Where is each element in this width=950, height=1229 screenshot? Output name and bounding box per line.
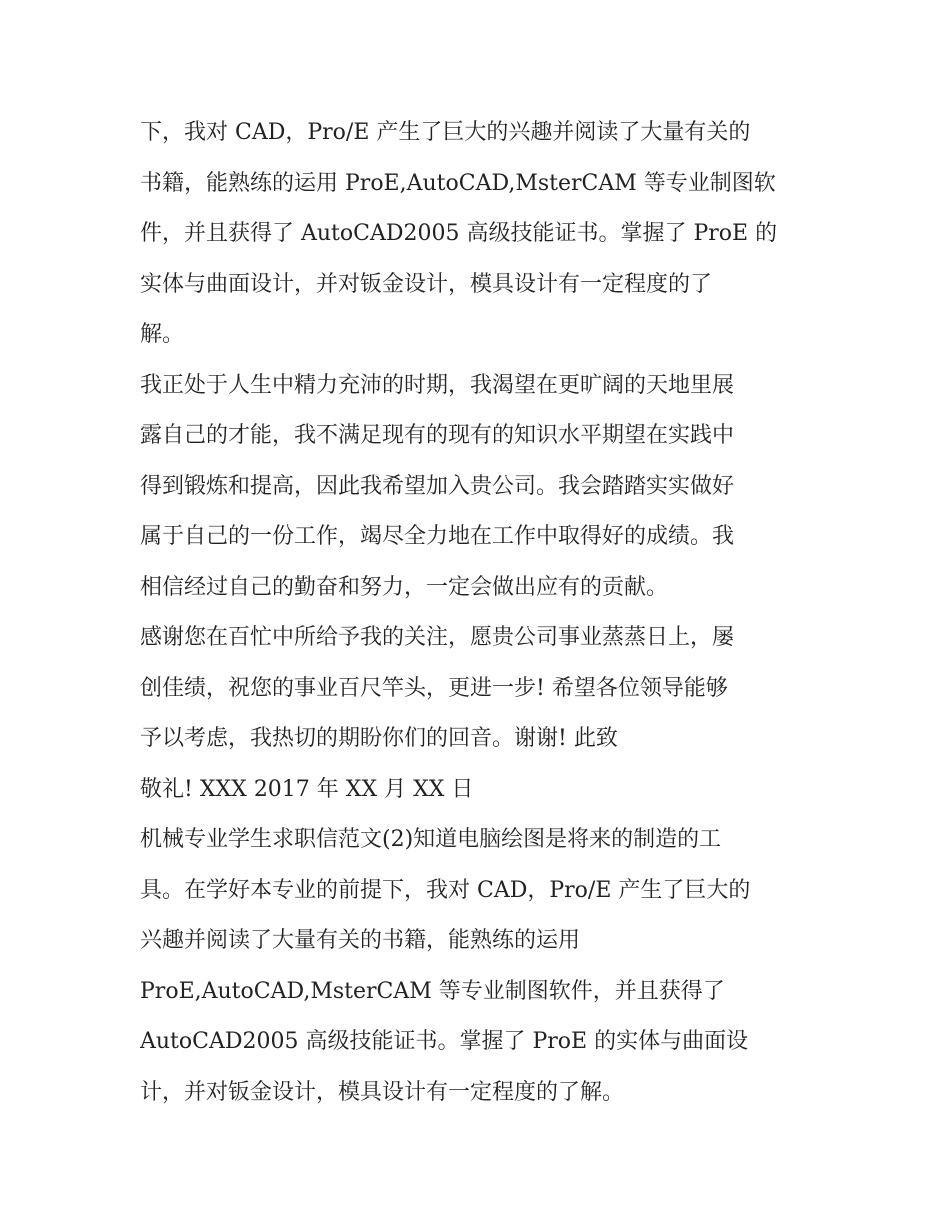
text-line: 解。 — [140, 322, 185, 347]
document-body — [140, 108, 820, 1118]
text-line: 下，我对 CAD，Pro/E 产生了巨大的兴趣并阅读了大量有关的 — [140, 120, 751, 145]
text-line: 予以考虑，我热切的期盼你们的回音。谢谢! 此致 — [140, 726, 618, 751]
text-line: 我正处于人生中精力充沛的时期，我渴望在更旷阔的天地里展 — [140, 372, 735, 398]
text-line: 兴趣并阅读了大量有关的书籍，能熟练的运用 — [140, 928, 581, 953]
text-line: AutoCAD2005 高级技能证书。掌握了 ProE 的实体与曲面设 — [140, 1029, 749, 1054]
text-line: 敬礼! XXX 2017 年 XX 月 XX 日 — [140, 776, 474, 802]
text-line: 感谢您在百忙中所给予我的关注，愿贵公司事业蒸蒸日上，屡 — [140, 625, 735, 650]
text-line: 相信经过自己的勤奋和努力，一定会做出应有的贡献。 — [140, 574, 669, 600]
text-line: 得到锻炼和提高，因此我希望加入贵公司。我会踏踏实实做好 — [140, 473, 735, 499]
text-line: 创佳绩，祝您的事业百尺竿头，更进一步! 希望各位领导能够 — [140, 675, 728, 701]
text-line: 件，并且获得了 AutoCAD2005 高级技能证书。掌握了 ProE 的 — [140, 221, 778, 246]
text-line: 机械专业学生求职信范文(2)知道电脑绘图是将来的制造的工 — [140, 827, 722, 852]
text-line: 计，并对钣金设计，模具设计有一定程度的了解。 — [140, 1079, 625, 1105]
text-line: 属于自己的一份工作，竭尽全力地在工作中取得好的成绩。我 — [140, 524, 735, 549]
text-line: 露自己的才能，我不满足现有的现有的知识水平期望在实践中 — [140, 423, 735, 448]
text-line: 实体与曲面设计，并对钣金设计，模具设计有一定程度的了 — [140, 271, 713, 297]
text-line: 具。在学好本专业的前提下，我对 CAD，Pro/E 产生了巨大的 — [140, 877, 751, 903]
text-line: 书籍，能熟练的运用 ProE,AutoCAD,MsterCAM 等专业制图软 — [140, 170, 776, 196]
text-line: ProE,AutoCAD,MsterCAM 等专业制图软件，并且获得了 — [140, 978, 725, 1004]
